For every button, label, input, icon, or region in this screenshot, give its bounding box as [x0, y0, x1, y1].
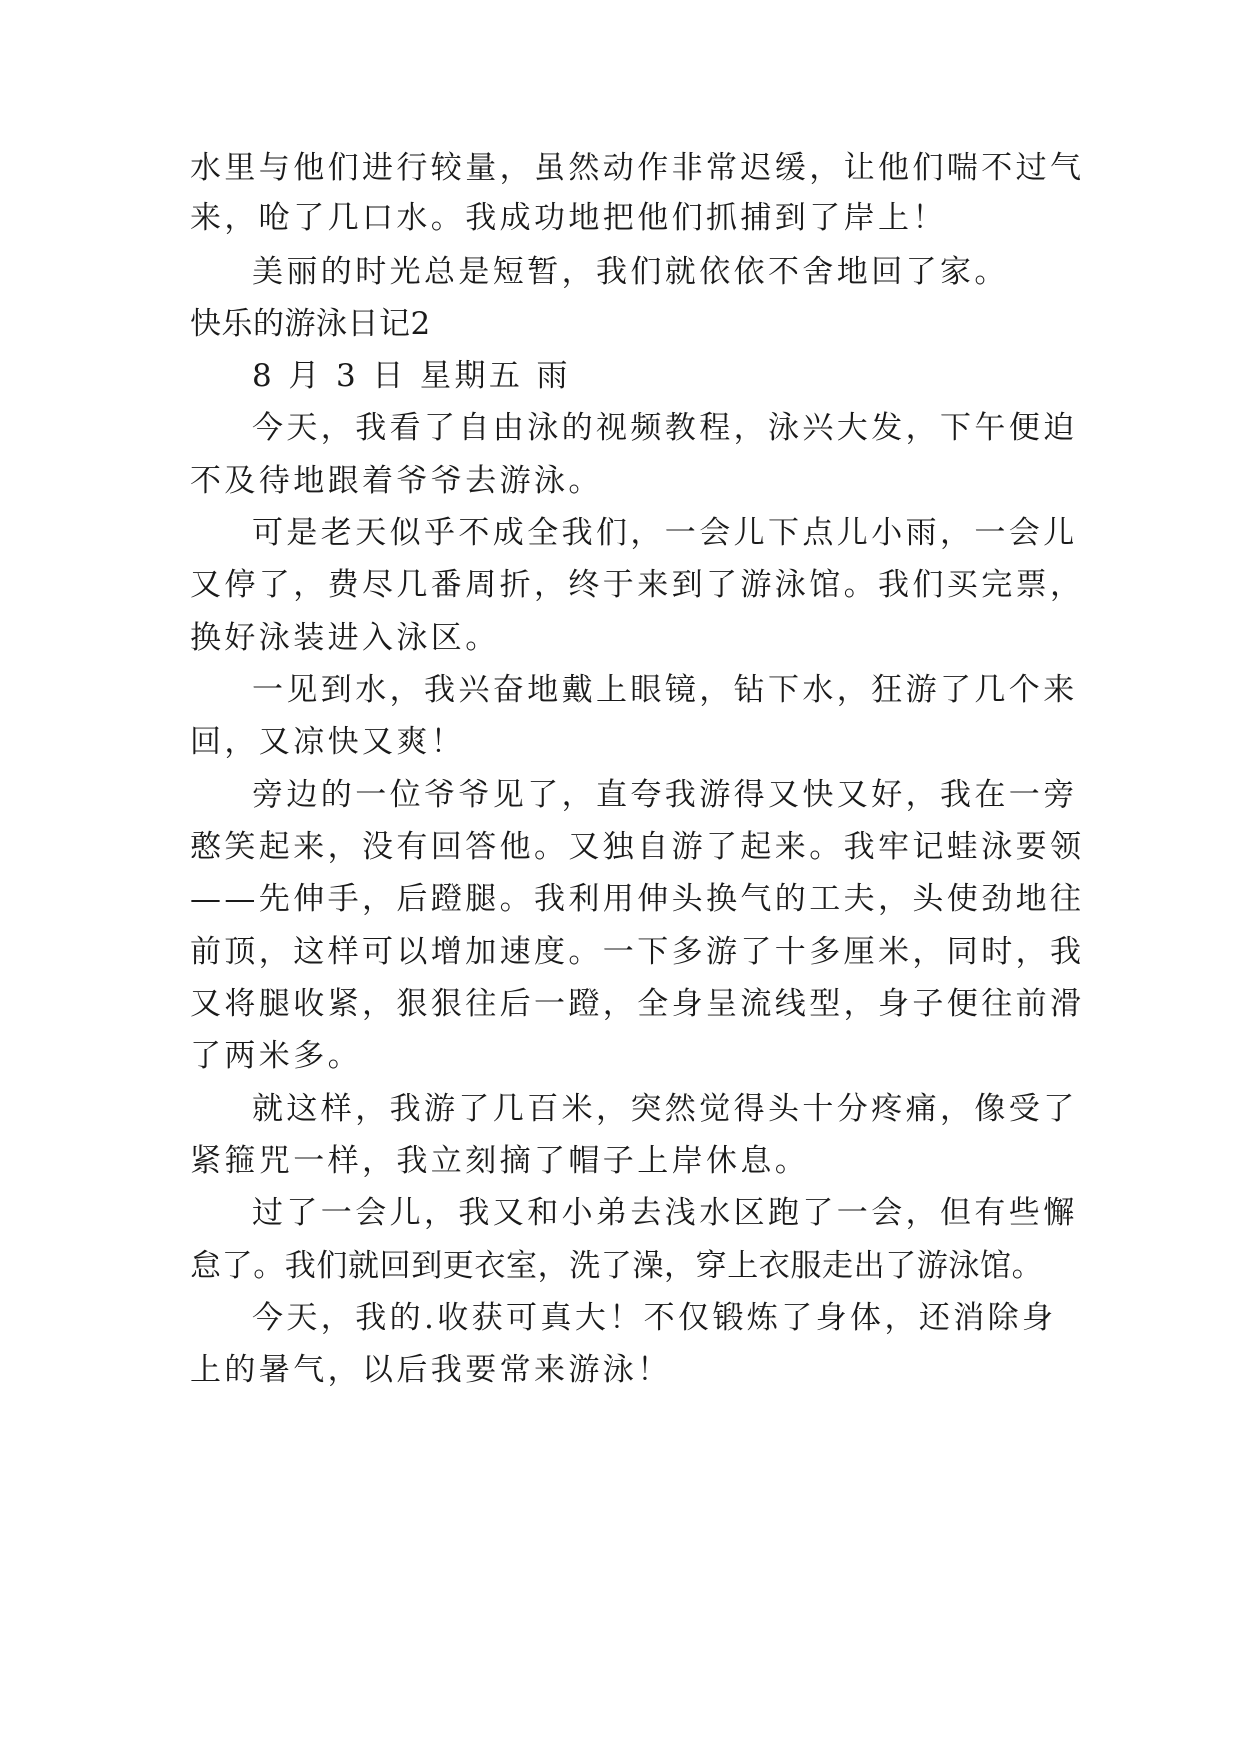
diary-date-line: 8 月 3 日 星期五 雨 [252, 358, 571, 394]
paragraph-line: 过了一会儿，我又和小弟去浅水区跑了一会，但有些懈 [252, 1195, 1078, 1231]
paragraph-line: 不及待地跟着爷爷去游泳。 [190, 463, 603, 499]
paragraph-line: 上的暑气，以后我要常来游泳！ [190, 1352, 672, 1388]
paragraph-line: 今天，我看了自由泳的视频教程，泳兴大发，下午便迫 [252, 410, 1078, 446]
paragraph-line: 憨笑起来，没有回答他。又独自游了起来。我牢记蛙泳要领 [190, 829, 1085, 865]
paragraph-line: 怠了。我们就回到更衣室，洗了澡，穿上衣服走出了游泳馆。 [190, 1248, 1044, 1284]
section-title: 快乐的游泳日记2 [190, 306, 431, 342]
paragraph-line: 水里与他们进行较量，虽然动作非常迟缓，让他们喘不过气 [190, 150, 1085, 186]
paragraph-line: 又停了，费尽几番周折，终于来到了游泳馆。我们买完票， [190, 567, 1085, 603]
paragraph-line: 回，又凉快又爽！ [190, 724, 466, 760]
paragraph-line: 前顶，这样可以增加速度。一下多游了十多厘米，同时，我 [190, 934, 1085, 970]
paragraph-line: 可是老天似乎不成全我们，一会儿下点儿小雨，一会儿 [252, 515, 1078, 551]
paragraph-line: 来，呛了几口水。我成功地把他们抓捕到了岸上！ [190, 200, 947, 236]
paragraph-line: 又将腿收紧，狠狠往后一蹬，全身呈流线型，身子便往前滑 [190, 986, 1085, 1022]
paragraph-line: 一见到水，我兴奋地戴上眼镜，钻下水，狂游了几个来 [252, 672, 1078, 708]
paragraph-line: 今天，我的.收获可真大！不仅锻炼了身体，还消除身 [252, 1300, 1057, 1336]
paragraph-line: 就这样，我游了几百米，突然觉得头十分疼痛，像受了 [252, 1091, 1078, 1127]
paragraph-line: ——先伸手，后蹬腿。我利用伸头换气的工夫，头使劲地往 [190, 881, 1085, 917]
paragraph-line: 美丽的时光总是短暂，我们就依依不舍地回了家。 [252, 254, 1009, 290]
paragraph-line: 了两米多。 [190, 1038, 362, 1074]
paragraph-line: 旁边的一位爷爷见了，直夸我游得又快又好，我在一旁 [252, 777, 1078, 813]
paragraph-line: 紧箍咒一样，我立刻摘了帽子上岸休息。 [190, 1143, 810, 1179]
paragraph-line: 换好泳装进入泳区。 [190, 620, 500, 656]
